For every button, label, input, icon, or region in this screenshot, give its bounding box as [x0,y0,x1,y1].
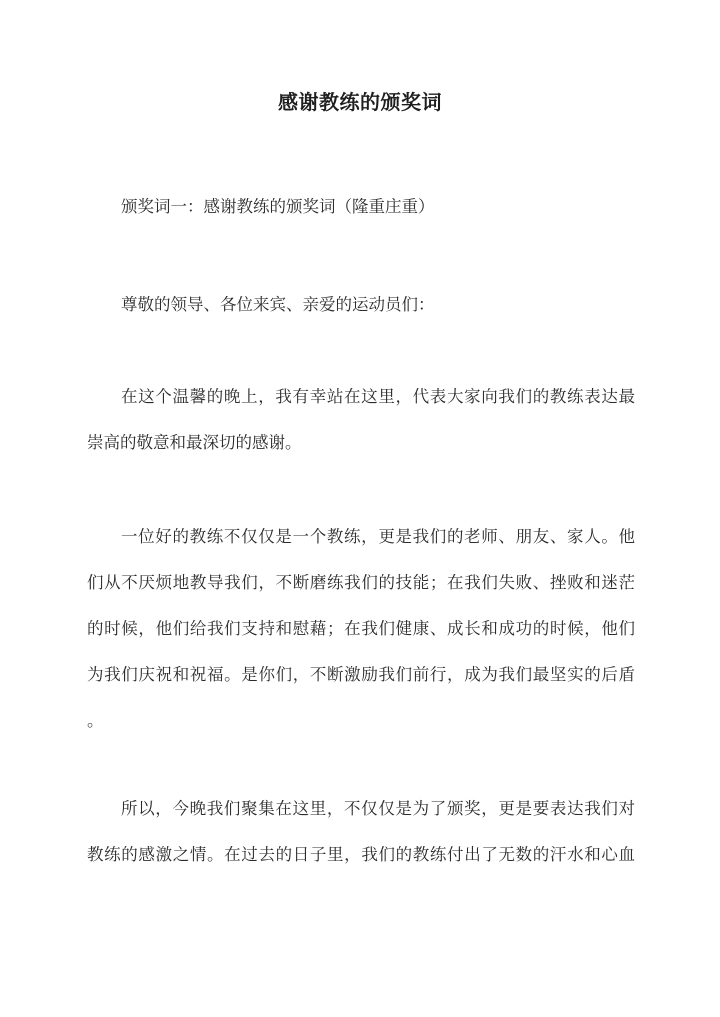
paragraph-line: 教练的感激之情。在过去的日子里，我们的教练付出了无数的汗水和心血 [87,845,635,864]
paragraph-line: 。 [87,711,104,730]
paragraph-line: 所以，今晚我们聚集在这里，不仅仅是为了颁奖，更是要表达我们对 [121,799,635,818]
paragraph-line: 崇高的敬意和最深切的感谢。 [87,433,302,452]
paragraph-line: 尊敬的领导、各位来宾、亲爱的运动员们： [121,295,435,314]
paragraph-line: 颁奖词一：感谢教练的颁奖词（隆重庄重） [121,197,435,216]
paragraph-line: 们从不厌烦地教导我们，不断磨练我们的技能；在我们失败、挫败和迷茫 [87,573,635,592]
paragraph-line: 为我们庆祝和祝福。是你们，不断激励我们前行，成为我们最坚实的后盾 [87,665,635,684]
paragraph-coach-role [87,514,635,744]
paragraph-line: 一位好的教练不仅仅是一个教练，更是我们的老师、朋友、家人。他 [121,527,635,546]
paragraph-line: 的时候，他们给我们支持和慰藉；在我们健康、成长和成功的时候，他们 [87,619,635,638]
paragraph-award-heading [87,184,635,230]
paragraph-gratitude [87,786,635,878]
document-title: 感谢教练的颁奖词 [278,90,442,114]
paragraph-line: 在这个温馨的晚上，我有幸站在这里，代表大家向我们的教练表达最 [121,387,635,406]
paragraph-salutation [87,282,635,328]
paragraph-intro [87,374,635,466]
